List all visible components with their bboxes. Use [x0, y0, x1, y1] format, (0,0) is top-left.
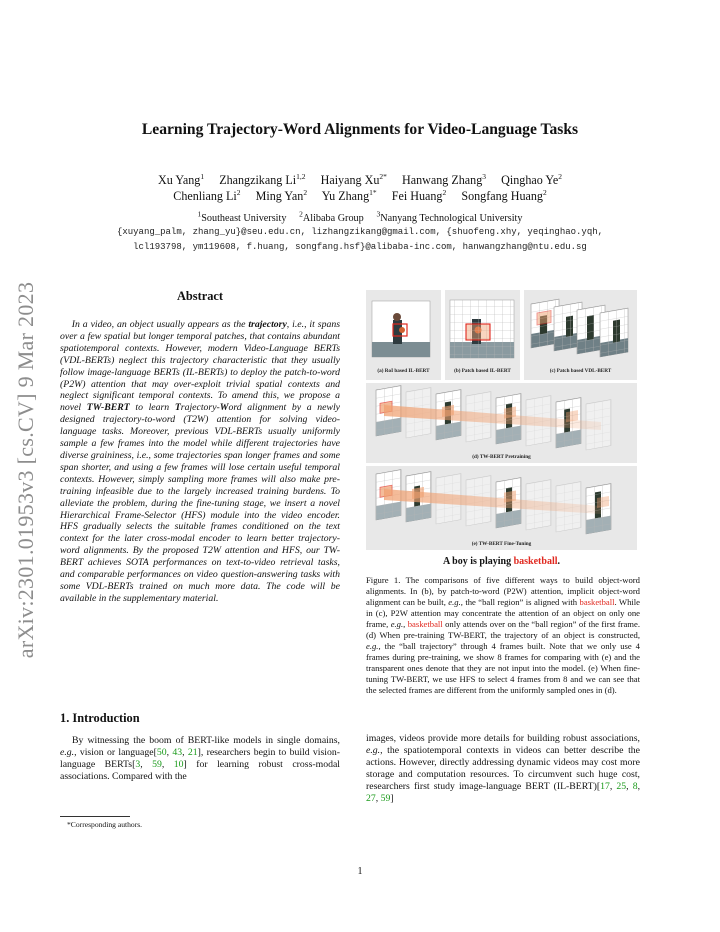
- author: Chenliang Li$^2$: [173, 188, 241, 204]
- panel-c-label: (c) Patch based VDL-BERT: [549, 368, 612, 374]
- citation-link[interactable]: 25: [616, 781, 627, 792]
- figure-headline: A boy is playing basketball.: [443, 556, 560, 567]
- emails-line-1: {xuyang_palm, zhang_yu}@seu.edu.cn, lizhangzikang@gmail.com, {shuofeng.xhy, yeqinghao.yqh,: [116, 227, 604, 237]
- author: Fei Huang$^2$: [391, 188, 447, 204]
- author: Songfang Huang$^2$: [461, 188, 547, 204]
- intro-body: By witnessing the boom of BERT-like models in single domains, e.g., vision or language[50, 43, 21], researchers begin to build vision-language BERTs[3, 59, 10] for learning robust cross-modal associations. Compared with the: [60, 735, 341, 782]
- panel-e-label: (e) TW-BERT Fine-Tuning: [471, 541, 532, 547]
- citation-link[interactable]: 21: [187, 747, 198, 758]
- footnote: *Corresponding authors.: [67, 820, 143, 829]
- citation-link[interactable]: 50: [156, 747, 167, 758]
- abstract-heading: Abstract: [176, 289, 224, 303]
- authors-line-2: [60, 185, 660, 204]
- citation-link[interactable]: 10: [173, 759, 184, 770]
- panel-a-label: (a) RoI based IL-BERT: [377, 368, 430, 374]
- author: Haiyang $Xu^{2*}$: [320, 172, 387, 188]
- panel-d-label: (d) TW-BERT Pretraining: [472, 454, 531, 460]
- page-number: 1: [357, 866, 363, 877]
- arxiv-id: arXiv:2301.01953v3 [cs.CV] 9 Mar 2023: [13, 281, 38, 659]
- author: Hanwang Zhang$^3$: [402, 172, 487, 188]
- affiliation: $^2$Alibaba Group: [299, 210, 364, 225]
- citation-link[interactable]: 27: [366, 793, 376, 804]
- paper-title: Learning Trajectory-Word Alignments for Video-Language Tasks: [141, 121, 579, 138]
- citation-link[interactable]: 59: [152, 759, 162, 770]
- panel-b-label: (b) Patch based IL-BERT: [454, 368, 511, 374]
- author: Zhangzikang Li$^{1,2}$: [219, 172, 306, 188]
- affiliations: [60, 207, 660, 226]
- emails-line-2: lcl193798, ym119608, f.huang, songfang.hsf}@alibaba-inc.com, hanwangzhang@ntu.edu.sg: [133, 242, 587, 252]
- arxiv-stamp: [8, 260, 44, 680]
- panel-a-image: [372, 301, 430, 357]
- citation-link[interactable]: 59: [380, 793, 391, 804]
- author: Ming Yan$^2$: [255, 188, 308, 204]
- figure-1: [366, 290, 637, 550]
- citation-link[interactable]: 43: [172, 747, 183, 758]
- citation-link[interactable]: 8: [632, 781, 638, 792]
- author: Yu Zhang$^{1*}$: [321, 188, 377, 204]
- affiliation: $^3$Nanyang Technological University: [376, 210, 523, 225]
- abstract-body: In a video, an object usually appears as the trajectory, i.e., it spans over a few spatial but longer temporal patches, that contains abundant spatiotemporal contexts. However, modern Video-Language BERTs (VDL-BERTs) neglect this trajectory characteristic that they usually follow image-language BERTs (IL-BERTs) to deploy the patch-to-word (P2W) attention that may over-exploit trivial spatial contexts and neglect significant temporal contexts. To amend this, we propose a novel TW-BERT to learn Trajectory-Word alignment by a newly designed trajectory-to-word (T2W) attention for solving video-language tasks. Moreover, previous VDL-BERTs usually uniformly sample a few frames into the model while different trajectories have diverse graininess, i.e., some trajectories span longer frames and some span shorter, and using a few frames will lose certain useful temporal contexts. However, simply sampling more frames will also make pre-training infeasible due to the largely increased training burdens. To alleviate the problem, during the fine-tuning stage, we insert a novel Hierarchical Frame-Selector (HFS) module into the video encoder. HFS gradually selects the suitable frames conditioned on the text context for the later cross-modal encoder to learn better trajectory-word alignments. By the proposed T2W attention and HFS, our TW-BERT achieves SOTA performances on text-to-video retrieval tasks, and comparable performances on video question-answering tasks with some VDL-BERTs trained on much more data. The code will be available in the supplementary material.: [60, 319, 340, 604]
- author: Qinghao Ye$^2$: [501, 172, 563, 188]
- citation-link[interactable]: 3: [135, 759, 141, 770]
- panel-b-image: [450, 300, 514, 358]
- affiliation: $^1$Southeast University: [197, 210, 287, 225]
- figure-caption: Figure 1. The comparisons of five different ways to build object-word alignments. In (b), by patch-to-word (P2W) attention, implicit object-word alignment can be built, e.g., the “ball region” is aligned with basketball. While in (c), P2W attention may concentrate the attention of an object on only one frame, e.g., basketball only attends over on the “ball region” of the first frame. (d) When pre-training TW-BERT, the trajectory of an object is constructed, e.g., the “ball trajectory” through 4 frames built. Note that we only use 4 frames during pre-training, we show 8 frames for comparing with (e) and the transparent ones denote that they are not input into the model. (e) When fine-tuning TW-BERT, we use HFS to select 4 frames from 8 and we can see that the selected frames are different from the uniformly sampled ones in (d).: [366, 575, 640, 695]
- intro-heading: 1. Introduction: [60, 711, 140, 725]
- author: Xu Yang$^1$: [157, 172, 205, 188]
- citation-link[interactable]: 17: [600, 781, 610, 792]
- right-column-text: images, videos provide more details for building robust associations, e.g., the spatiotemporal contexts in videos can better describe the actions. However, directly addressing dynamic videos may cost more storage and computation resources. To circumvent such huge cost, researchers first study image-language BERT (IL-BERT)[17, 25, 8, 27, 59]: [366, 733, 641, 804]
- footnote-rule: [60, 816, 130, 817]
